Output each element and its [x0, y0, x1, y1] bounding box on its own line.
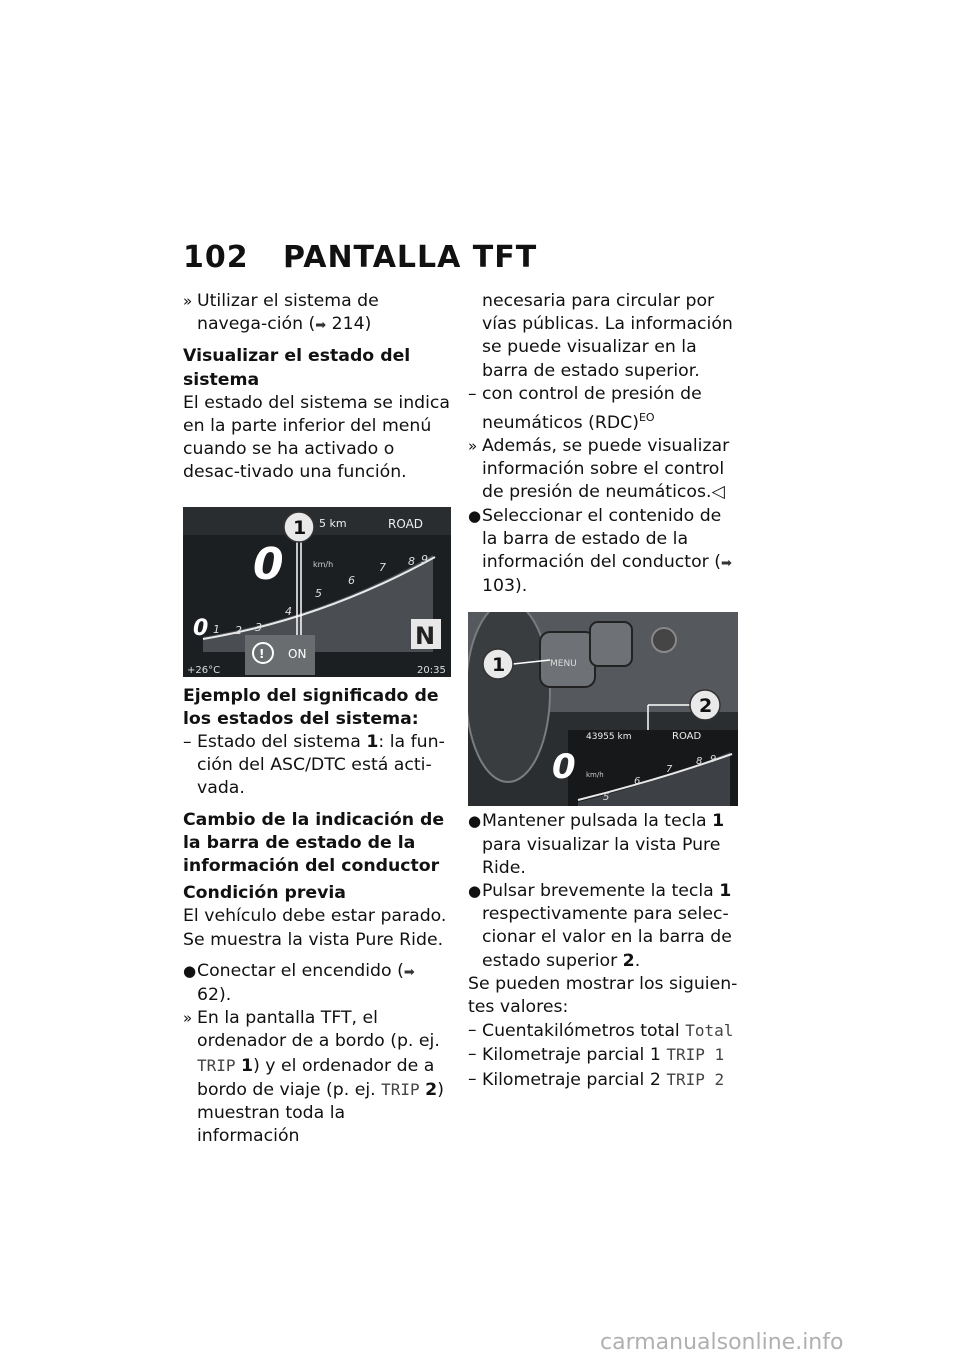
page-ref-arrow-icon: ➡ — [315, 318, 327, 334]
svg-text:5: 5 — [315, 586, 322, 600]
speed-value: 0 — [552, 747, 576, 788]
result-marker-icon: » — [183, 292, 193, 310]
svg-text:6: 6 — [348, 573, 355, 587]
page-number: 102 — [183, 240, 249, 275]
page-ref-arrow-icon: ➡ — [721, 556, 732, 571]
list-item-continued: necesaria para circular por vías públicas. La información se puede visualizar en la barra de estado superior. — [482, 291, 733, 381]
tft-display-figure — [183, 507, 451, 677]
list-item: – Kilometraje parcial 1 TRIP 1 — [468, 1044, 725, 1066]
svg-text:MENU: MENU — [550, 659, 577, 670]
paragraph: El vehículo debe estar parado. Se muestra la vista Pure Ride. — [183, 906, 447, 950]
list-item: – Cuentakilómetros total Total — [468, 1020, 734, 1042]
list-item: – Kilometraje parcial 2 TRIP 2 — [468, 1068, 725, 1090]
bar-zero: 0 — [193, 615, 209, 641]
svg-text:2: 2 — [235, 623, 242, 637]
list-item: » Además, se puede visualizar información sobre el control de presión de neumáticos.◁ — [468, 435, 730, 503]
on-label: ON — [288, 646, 307, 661]
svg-text:5: 5 — [603, 792, 610, 804]
page-header — [183, 240, 537, 275]
distance-label: 5 km — [319, 516, 347, 530]
odometer-label: 43955 km — [586, 732, 632, 743]
svg-text:8: 8 — [408, 554, 415, 568]
bullet-icon: ● — [468, 882, 482, 901]
svg-text:7: 7 — [379, 560, 386, 574]
handlebar-controls-figure — [468, 612, 738, 806]
list-item: ● Seleccionar el contenido de la barra de estado de la información del conductor (➡ 103). — [468, 505, 732, 597]
list-item: » En la pantalla TFT, el ordenador de a bordo (p. ej. TRIP 1) y el ordenador de a bordo de viaje (p. ej. TRIP 2) muestran toda la información — [183, 1008, 444, 1147]
section-heading: Cambio de la indicación de la barra de estado de la información del conductor — [183, 809, 445, 877]
svg-text:km/h: km/h — [586, 771, 604, 780]
watermark: carmanualsonline.info — [600, 1330, 844, 1355]
bullet-icon: ● — [468, 506, 482, 525]
svg-text:1: 1 — [213, 622, 220, 636]
svg-text:8: 8 — [696, 756, 703, 768]
page-ref-arrow-icon: ➡ — [403, 964, 415, 980]
time-label: 20:35 — [417, 664, 446, 676]
bullet-icon: ● — [183, 961, 197, 980]
list-item: ● Pulsar brevemente la tecla 1 respectivamente para selec-cionar el valor en la barra de estado superior 2. — [468, 881, 732, 971]
paragraph: El estado del sistema se indica en la parte inferior del menú cuando se ha activado o desac-tivado una función. — [183, 392, 451, 483]
result-marker-icon: » — [468, 436, 478, 455]
list-item: ● Conectar el encendido (➡ 62). — [183, 960, 415, 1006]
svg-text:!: ! — [259, 646, 265, 661]
page-title: PANTALLA TFT — [283, 240, 538, 275]
section-heading: Visualizar el estado del sistema — [183, 346, 411, 390]
svg-text:6: 6 — [634, 776, 641, 788]
list-item: » Utilizar el sistema de navega-ción (➡ 214) — [183, 290, 451, 337]
svg-text:2: 2 — [699, 695, 713, 718]
bullet-icon: ● — [468, 812, 482, 831]
gear-indicator: N — [415, 621, 436, 650]
paragraph: Se pueden mostrar los siguien-tes valores: — [468, 973, 738, 1018]
subheading: Condición previa — [183, 883, 346, 904]
list-item: ● Mantener pulsada la tecla 1 para visualizar la vista Pure Ride. — [468, 811, 725, 878]
result-marker-icon: » — [183, 1009, 193, 1028]
speed-value: 0 — [253, 538, 284, 590]
left-column — [183, 290, 451, 1148]
mode-label: ROAD — [388, 516, 424, 531]
speed-unit: km/h — [313, 559, 334, 569]
svg-text:3: 3 — [255, 620, 262, 634]
svg-text:1: 1 — [492, 654, 506, 677]
svg-text:7: 7 — [666, 764, 673, 776]
mode-label: ROAD — [672, 731, 702, 743]
svg-text:9: 9 — [421, 552, 428, 566]
list-item: – con control de presión de neumáticos (RDC)$^{EO}$ — [468, 383, 702, 433]
svg-text:4: 4 — [285, 604, 292, 618]
temp-label: +26°C — [187, 664, 221, 676]
svg-text:1: 1 — [293, 516, 307, 539]
section-heading: Ejemplo del significado de los estados del sistema: — [183, 685, 439, 729]
right-column — [468, 290, 738, 1092]
list-item: – Estado del sistema 1: la fun-ción del ASC/DTC está acti-vada. — [183, 732, 445, 799]
svg-text:9: 9 — [710, 754, 717, 766]
